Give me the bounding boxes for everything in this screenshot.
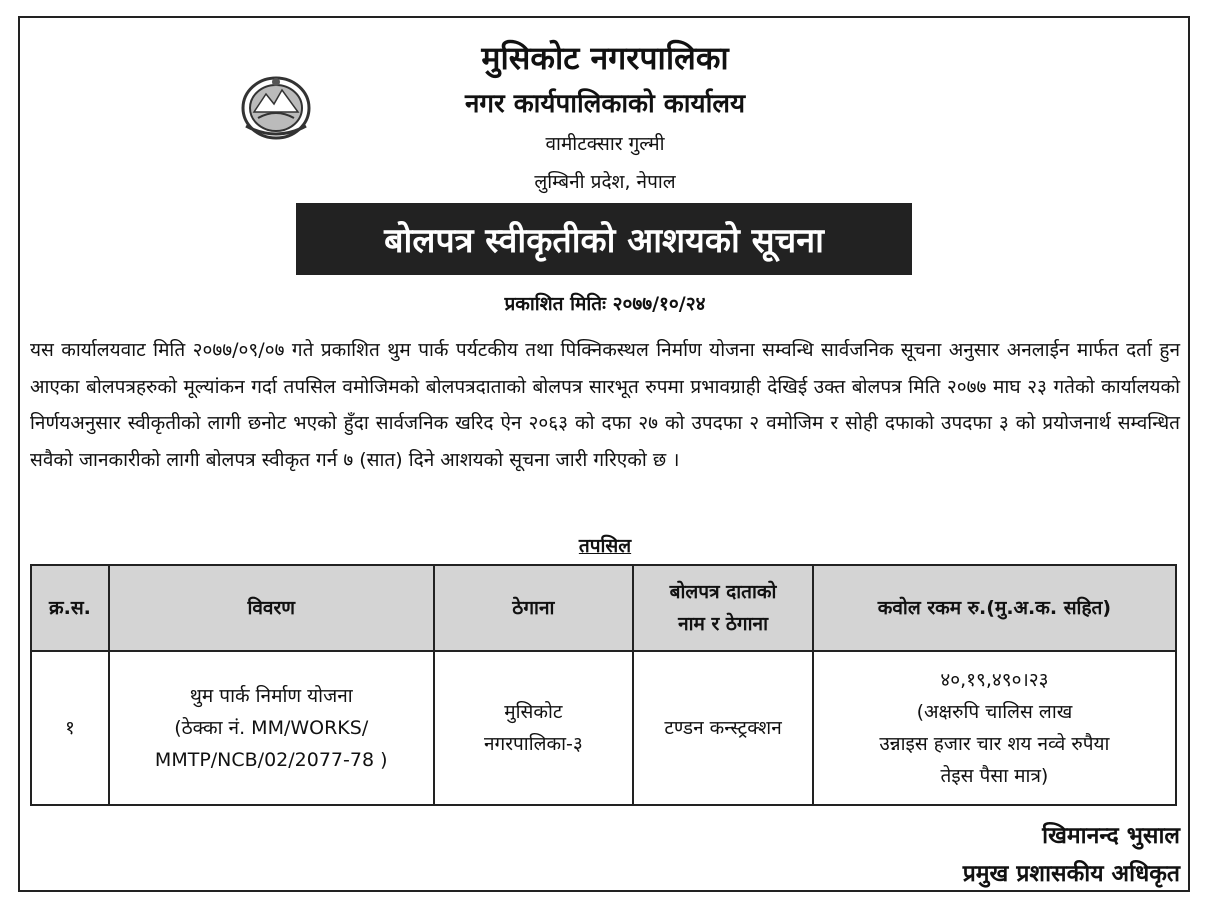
header-description: विवरण <box>109 565 434 651</box>
amount-line1: ४०,१९,४९०।२३ <box>940 669 1049 691</box>
office-location: वामीटक्सार गुल्मी <box>545 133 665 155</box>
bid-table <box>30 564 1177 806</box>
signatory-name: खिमानन्द भुसाल <box>1042 823 1180 849</box>
published-date: प्रकाशित मितिः २०७७/१०/२४ <box>504 293 706 315</box>
signatory-title: प्रमुख प्रशासकीय अधिकृत <box>962 861 1180 887</box>
notice-title: बोलपत्र स्वीकृतीको आशयको सूचना <box>296 203 912 275</box>
notice-body: यस कार्यालयवाट मिति २०७७/०९/०७ गते प्रकाशित थुम पार्क पर्यटकीय तथा पिक्निकस्थल निर्माण योजना सम्वन्धि सार्वजनिक सूचना अनुसार अनलाईन मार्फत दर्ता हुन आएका बोलपत्रहरुको मूल्यांकन गर्दा तपसिल वमोजिमको बोलपत्रदाताको बोलपत्र सारभूत रुपमा प्रभावग्राही देखिई उक्त बोलपत्र मिति २०७७ माघ २३ गतेको कार्यालयको निर्णयअनुसार स्वीकृतीको लागी छनोट भएको हुँदा सार्वजनिक खरिद ऐन २०६३ को दफा २७ को उपदफा २ वमोजिम र सोही दफाको उपदफा ३ को प्रयोजनार्थ सम्वन्धित सवैको जानकारीको लागी बोलपत्र स्वीकृत गर्न ७ (सात) दिने आशयको सूचना जारी गरिएको छ । <box>30 339 1180 471</box>
org-name: मुसिकोट नगरपालिका <box>481 39 729 77</box>
header-sn: क्र.स. <box>31 565 109 651</box>
table-row <box>31 651 1176 805</box>
table-heading-label: तपसिल <box>578 535 632 557</box>
description-line1: थुम पार्क निर्माण योजना <box>189 685 353 707</box>
amount-line4: तेइस पैसा मात्र) <box>940 765 1049 787</box>
cell-bidder: टण्डन कन्स्ट्रक्शन <box>633 651 813 805</box>
office-province: लुम्बिनी प्रदेश, नेपाल <box>534 171 676 193</box>
table-heading <box>0 532 1210 558</box>
amount-line3: उन्नाइस हजार चार शय नव्वे रुपैया <box>879 733 1110 755</box>
table-header-row <box>31 565 1176 651</box>
cell-sn: १ <box>31 651 109 805</box>
address-line1: मुसिकोट <box>504 701 563 723</box>
amount-line2: (अक्षरुपि चालिस लाख <box>916 701 1073 723</box>
header-bidder <box>633 565 813 651</box>
office-name: नगर कार्यपालिकाको कार्यालय <box>464 89 746 119</box>
description-line3: MMTP/NCB/02/2077-78 ) <box>154 749 388 771</box>
description-line2: (ठेक्का नं. MM/WORKS/ <box>174 717 369 739</box>
cell-address <box>434 651 634 805</box>
address-line2: नगरपालिका-३ <box>483 733 583 755</box>
cell-amount <box>813 651 1176 805</box>
header-bidder-line2: नाम र ठेगाना <box>678 613 769 635</box>
header-amount: कवोल रकम रु.(मु.अ.क. सहित) <box>813 565 1176 651</box>
cell-description <box>109 651 434 805</box>
header-bidder-line1: बोलपत्र दाताको <box>669 581 777 603</box>
header-address: ठेगाना <box>434 565 634 651</box>
